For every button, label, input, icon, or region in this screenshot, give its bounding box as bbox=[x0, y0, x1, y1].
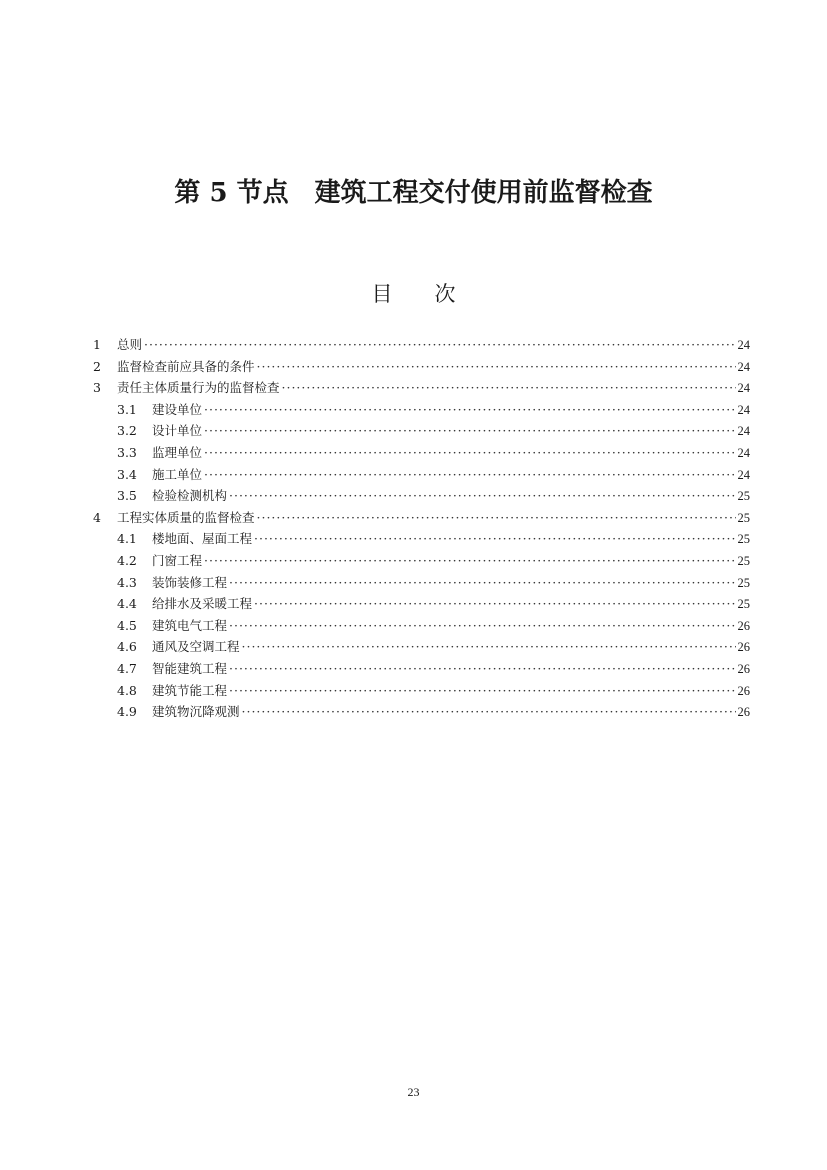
toc-entry-page: 25 bbox=[737, 575, 750, 590]
toc-entry-page: 25 bbox=[737, 489, 750, 504]
toc-dot-leader bbox=[257, 507, 736, 529]
toc-entry-page: 26 bbox=[737, 705, 750, 720]
toc-entry[interactable] bbox=[93, 377, 750, 399]
toc-entry[interactable] bbox=[93, 701, 750, 723]
toc-entry-page: 24 bbox=[737, 424, 750, 439]
toc-entry-number: 4.6 bbox=[117, 639, 137, 655]
toc-dot-leader bbox=[204, 550, 735, 572]
toc-entry-page: 26 bbox=[737, 661, 750, 676]
toc-entry[interactable] bbox=[93, 464, 750, 486]
toc-entry-page: 24 bbox=[737, 338, 750, 352]
toc-entry-label: 施工单位 bbox=[152, 466, 203, 482]
toc-entry-number: 3 bbox=[93, 380, 101, 396]
toc-heading: 目 次 bbox=[371, 282, 456, 306]
toc-entry-number: 3.5 bbox=[117, 488, 137, 504]
toc-entry[interactable] bbox=[93, 658, 750, 680]
toc-entry[interactable] bbox=[93, 528, 750, 550]
toc-dot-leader bbox=[229, 658, 735, 680]
toc-entry-page: 24 bbox=[737, 359, 750, 374]
toc-entry-label: 建设单位 bbox=[152, 401, 203, 417]
toc-entry-label: 工程实体质量的监督检查 bbox=[117, 509, 255, 525]
toc-entry-label: 智能建筑工程 bbox=[152, 660, 228, 676]
toc-dot-leader bbox=[204, 399, 735, 421]
toc-entry-number: 4.5 bbox=[117, 617, 137, 633]
toc-entry-label: 检验检测机构 bbox=[152, 488, 228, 504]
toc-entry-number: 4.4 bbox=[117, 596, 137, 612]
toc-entry-page: 25 bbox=[737, 510, 750, 525]
toc-entry-page: 24 bbox=[737, 467, 750, 482]
toc-entry-page: 24 bbox=[737, 402, 750, 417]
toc-entry-number: 4.9 bbox=[117, 704, 137, 720]
toc-dot-leader bbox=[229, 680, 735, 702]
toc-entry-label: 建筑节能工程 bbox=[152, 682, 228, 698]
toc-entry-label: 装饰装修工程 bbox=[152, 574, 228, 590]
toc-entry-label: 给排水及采暖工程 bbox=[152, 596, 253, 612]
toc-entry[interactable] bbox=[93, 356, 750, 378]
toc-entry-number: 4.3 bbox=[117, 574, 137, 590]
toc-entry-number: 3.4 bbox=[117, 466, 137, 482]
toc-entry-number: 3.2 bbox=[117, 423, 137, 439]
toc-entry-label: 楼地面、屋面工程 bbox=[152, 531, 253, 547]
toc-entry-number: 4 bbox=[93, 509, 101, 525]
toc-entry-page: 26 bbox=[737, 683, 750, 698]
toc-dot-leader bbox=[242, 636, 736, 658]
toc-entry-label: 设计单位 bbox=[152, 423, 203, 439]
toc-entry-number: 3.1 bbox=[117, 401, 137, 417]
toc-entry-number: 4.1 bbox=[117, 531, 137, 547]
toc-dot-leader bbox=[204, 442, 735, 464]
toc-dot-leader bbox=[282, 377, 736, 399]
toc-dot-leader bbox=[254, 528, 735, 550]
toc-entry-label: 监理单位 bbox=[152, 444, 203, 460]
toc-dot-leader bbox=[204, 464, 735, 486]
toc-entry-page: 26 bbox=[737, 640, 750, 655]
toc-dot-leader bbox=[229, 572, 735, 594]
page-title: 第 5 节点 建筑工程交付使用前监督检查 bbox=[174, 178, 653, 208]
toc-entry-label: 建筑物沉降观测 bbox=[152, 704, 240, 720]
toc-entry-page: 26 bbox=[737, 618, 750, 633]
toc-entry[interactable] bbox=[93, 334, 750, 356]
toc-entry-page: 24 bbox=[737, 381, 750, 396]
toc-entry[interactable] bbox=[93, 420, 750, 442]
toc-entry[interactable] bbox=[93, 442, 750, 464]
toc-entry[interactable] bbox=[93, 572, 750, 594]
toc-dot-leader bbox=[229, 615, 735, 637]
toc-entry-label: 总则 bbox=[117, 337, 143, 352]
toc-entry[interactable] bbox=[93, 636, 750, 658]
toc-entry-page: 25 bbox=[737, 597, 750, 612]
toc-entry-number: 4.7 bbox=[117, 660, 137, 676]
toc-dot-leader bbox=[257, 356, 736, 378]
toc-entry-page: 25 bbox=[737, 553, 750, 568]
toc-entry-number: 3.3 bbox=[117, 444, 137, 460]
toc-entry[interactable] bbox=[93, 593, 750, 615]
toc-entry-number: 2 bbox=[93, 358, 101, 374]
toc-entry-page: 24 bbox=[737, 445, 750, 460]
toc-entry[interactable] bbox=[93, 615, 750, 637]
toc-entry[interactable] bbox=[93, 550, 750, 572]
toc-entry-label: 责任主体质量行为的监督检查 bbox=[117, 380, 280, 396]
toc-entry[interactable] bbox=[93, 507, 750, 529]
toc-entry-number: 4.2 bbox=[117, 552, 137, 568]
toc-entry-label: 建筑电气工程 bbox=[152, 617, 228, 633]
toc-entry-label: 通风及空调工程 bbox=[152, 639, 240, 655]
toc-entry-label: 门窗工程 bbox=[152, 552, 203, 568]
toc-entry-number: 1 bbox=[93, 337, 101, 352]
toc-dot-leader bbox=[242, 701, 736, 723]
toc-entry[interactable] bbox=[93, 485, 750, 507]
page-number: 23 bbox=[407, 1085, 420, 1099]
toc-dot-leader bbox=[229, 485, 735, 507]
toc-dot-leader bbox=[254, 593, 735, 615]
toc-entry[interactable] bbox=[93, 680, 750, 702]
toc-entry-number: 4.8 bbox=[117, 682, 137, 698]
toc-entry-label: 监督检查前应具备的条件 bbox=[117, 358, 255, 374]
toc-entry[interactable] bbox=[93, 399, 750, 421]
toc-dot-leader bbox=[204, 420, 735, 442]
toc-entry-page: 25 bbox=[737, 532, 750, 547]
toc-dot-leader bbox=[144, 334, 735, 356]
table-of-contents bbox=[93, 334, 750, 723]
